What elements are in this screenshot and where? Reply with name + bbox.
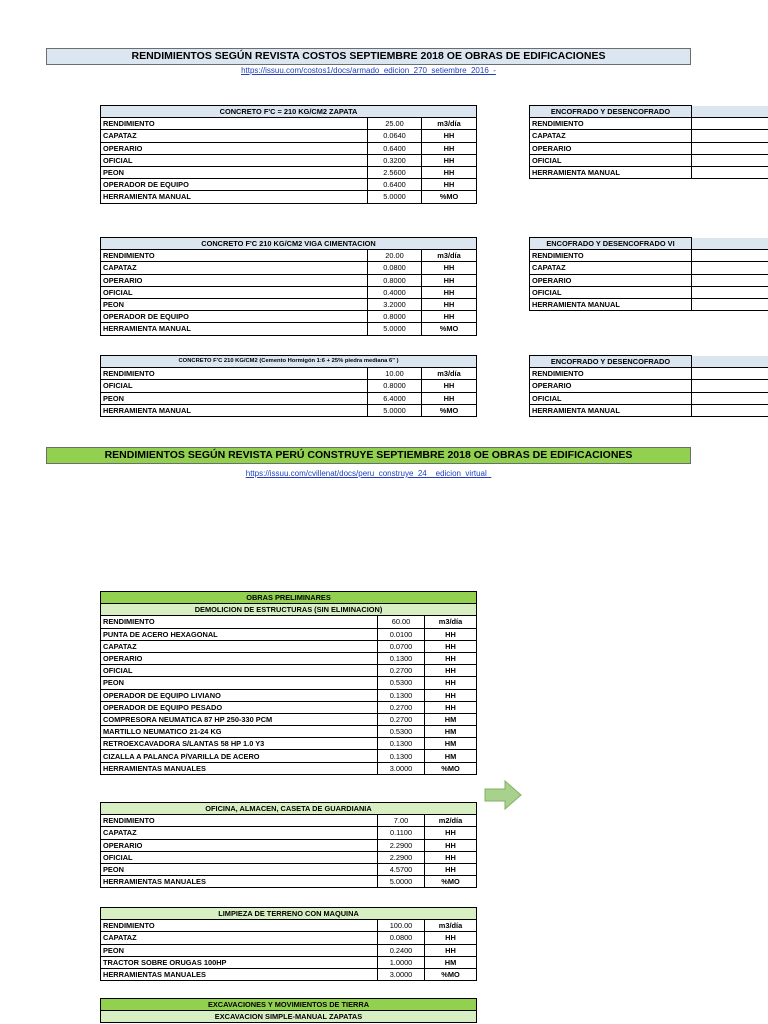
row-value: 5.0000 [368,323,422,335]
table-row [101,944,477,956]
row-unit: %MO [425,968,477,980]
row-unit: m3/día [425,616,477,628]
row-unit: HH [425,827,477,839]
row-value: 7.00 [378,815,425,827]
row-value: 0.2700 [378,701,425,713]
row-label: HERRAMIENTA MANUAL [101,323,368,335]
table-row [530,298,768,310]
row-value [692,274,768,286]
table-row [101,677,477,689]
row-unit: HH [422,274,477,286]
row-label: OPERADOR DE EQUIPO [101,311,368,323]
row-value: 0.0800 [378,932,425,944]
table-encofrado-2 [529,237,768,311]
table-row [530,274,768,286]
row-label: PUNTA DE ACERO HEXAGONAL [101,628,378,640]
table-row [101,323,477,335]
row-unit: m2/día [425,815,477,827]
row-value: 0.8000 [368,274,422,286]
row-label: CAPATAZ [530,130,692,142]
row-label: OPERARIO [530,380,692,392]
row-label: TRACTOR SOBRE ORUGAS 100HP [101,956,378,968]
row-label: RENDIMIENTO [530,250,692,262]
row-label: RENDIMIENTO [101,815,378,827]
row-value [692,250,768,262]
row-label: CAPATAZ [530,262,692,274]
row-label: RENDIMIENTO [101,616,378,628]
table-row [101,726,477,738]
right-arrow-icon [484,780,522,810]
row-value: 25.00 [368,118,422,130]
table-row [101,876,477,888]
row-label: HERRAMIENTAS MANUALES [101,876,378,888]
table-row [101,652,477,664]
row-value [692,130,768,142]
row-value [692,392,768,404]
row-label: RENDIMIENTO [530,368,692,380]
banner-costos-link[interactable]: https://issuu.com/costos1/docs/armado_edicion_270_setiembre_2016_- [241,66,496,75]
row-label: OPERADOR DE EQUIPO PESADO [101,701,378,713]
row-value [692,142,768,154]
row-label: PEON [101,863,378,875]
table-title: LIMPIEZA DE TERRENO CON MAQUINA [101,908,477,920]
table-row [101,118,477,130]
table-excavaciones [100,998,477,1023]
table-row [101,863,477,875]
row-value [692,368,768,380]
row-label: PEON [101,166,368,178]
row-value [692,154,768,166]
table-concreto-hormigon [100,355,477,417]
row-label: CAPATAZ [101,827,378,839]
table-row [101,920,477,932]
table-row [101,311,477,323]
row-value: 3.0000 [378,968,425,980]
row-unit: HH [422,298,477,310]
row-unit: HM [425,713,477,725]
table-row [101,142,477,154]
table-row [530,392,768,404]
row-label: PEON [101,677,378,689]
table-row [101,701,477,713]
table-concreto-viga [100,237,477,336]
row-value: 2.2900 [378,839,425,851]
row-unit: HM [425,726,477,738]
table-title: DEMOLICION DE ESTRUCTURAS (SIN ELIMINACION) [101,604,477,616]
row-unit: HM [425,750,477,762]
row-value: 20.00 [368,250,422,262]
table-row [101,738,477,750]
row-label: OPERARIO [530,142,692,154]
table-encofrado-3 [529,355,768,417]
table-row [101,640,477,652]
row-value [692,380,768,392]
row-value: 0.8000 [368,380,422,392]
table-row [101,154,477,166]
table-title: OFICINA, ALMACEN, CASETA DE GUARDIANIA [101,803,477,815]
row-label: RENDIMIENTO [101,368,368,380]
table-row [101,689,477,701]
table-row [530,250,768,262]
row-value: 0.0800 [368,262,422,274]
table-row [101,404,477,416]
row-label: PEON [101,298,368,310]
row-value: 3.0000 [378,762,425,774]
row-label: OFICIAL [530,154,692,166]
table-row [101,274,477,286]
table-row [101,750,477,762]
row-label: HERRAMIENTA MANUAL [101,191,368,203]
row-value: 0.8000 [368,311,422,323]
row-value: 0.1100 [378,827,425,839]
row-value: 0.3200 [368,154,422,166]
row-label: PEON [101,392,368,404]
row-label: OPERARIO [101,142,368,154]
row-unit: HH [425,640,477,652]
row-unit: HH [425,665,477,677]
row-label: OPERARIO [530,274,692,286]
row-unit: HH [425,652,477,664]
row-value: 0.1300 [378,750,425,762]
table-row [530,142,768,154]
table-row [101,250,477,262]
table-title: ENCOFRADO Y DESENCOFRADO VI [530,238,692,250]
row-value [692,166,768,178]
row-value: 60.00 [378,616,425,628]
table-demolicion [100,591,477,775]
row-value: 2.5600 [368,166,422,178]
row-unit: HH [425,932,477,944]
section-title: EXCAVACIONES Y MOVIMIENTOS DE TIERRA [101,999,477,1011]
table-row [530,118,768,130]
table-row [101,956,477,968]
row-unit: HH [422,286,477,298]
row-unit: HH [425,701,477,713]
row-label: RENDIMIENTO [530,118,692,130]
row-label: OFICIAL [101,380,368,392]
row-label: RENDIMIENTO [101,920,378,932]
table-row [101,179,477,191]
row-value: 0.0100 [378,628,425,640]
row-label: CIZALLA A PALANCA P/VARILLA DE ACERO [101,750,378,762]
row-label: HERRAMIENTAS MANUALES [101,762,378,774]
row-unit: HH [425,863,477,875]
row-unit: HH [425,851,477,863]
table-row [101,616,477,628]
table-row [530,130,768,142]
row-unit: HH [425,677,477,689]
row-unit: HH [422,311,477,323]
row-unit: HH [422,154,477,166]
table-title: ENCOFRADO Y DESENCOFRADO [530,356,692,368]
row-label: OPERADOR DE EQUIPO [101,179,368,191]
row-unit: HH [425,689,477,701]
row-unit: HH [422,130,477,142]
row-value: 0.1300 [378,652,425,664]
table-row [101,392,477,404]
row-value: 5.0000 [368,404,422,416]
row-value: 0.1300 [378,738,425,750]
row-label: OFICIAL [530,392,692,404]
table-oficina-almacen [100,802,477,888]
row-label: OFICIAL [101,851,378,863]
row-label: PEON [101,944,378,956]
row-label: OPERARIO [101,274,368,286]
row-label: RETROEXCAVADORA S/LANTAS 58 HP 1.0 Y3 [101,738,378,750]
table-encofrado-1 [529,105,768,179]
row-unit: HH [422,392,477,404]
row-unit: %MO [422,404,477,416]
section-title: OBRAS PRELIMINARES [101,592,477,604]
row-value: 4.5700 [378,863,425,875]
row-label: HERRAMIENTA MANUAL [530,166,692,178]
table-row [101,839,477,851]
row-value: 0.6400 [368,179,422,191]
row-value [692,262,768,274]
row-value: 0.5300 [378,677,425,689]
row-unit: %MO [425,876,477,888]
row-label: CAPATAZ [101,640,378,652]
row-value: 10.00 [368,368,422,380]
banner-costos-title: RENDIMIENTOS SEGÚN REVISTA COSTOS SEPTIEMBRE 2018 OE OBRAS DE EDIFICACIONES [46,48,691,65]
table-row [530,286,768,298]
table-row [101,286,477,298]
row-unit: m3/día [422,368,477,380]
table-row [101,191,477,203]
row-value [692,118,768,130]
row-value: 2.2900 [378,851,425,863]
table-row [101,298,477,310]
row-value: 0.2700 [378,665,425,677]
row-unit: %MO [422,323,477,335]
row-value [692,298,768,310]
row-label: CAPATAZ [101,262,368,274]
row-value: 0.6400 [368,142,422,154]
table-title: EXCAVACION SIMPLE-MANUAL ZAPATAS [101,1011,477,1023]
row-unit: m3/día [422,118,477,130]
row-label: HERRAMIENTA MANUAL [530,404,692,416]
row-label: OPERADOR DE EQUIPO LIVIANO [101,689,378,701]
row-unit: HH [425,628,477,640]
table-row [101,968,477,980]
table-row [101,130,477,142]
table-row [101,762,477,774]
table-title: CONCRETO F'C 210 KG/CM2 VIGA CIMENTACION [101,238,477,250]
row-unit: HH [422,262,477,274]
row-label: OPERARIO [101,839,378,851]
row-label: HERRAMIENTAS MANUALES [101,968,378,980]
row-value: 0.0700 [378,640,425,652]
row-label: RENDIMIENTO [101,118,368,130]
row-value: 1.0000 [378,956,425,968]
table-row [101,628,477,640]
table-row [530,368,768,380]
table-row [101,166,477,178]
row-unit: %MO [422,191,477,203]
table-row [530,154,768,166]
row-unit: HH [425,839,477,851]
table-row [530,404,768,416]
row-value: 0.2700 [378,713,425,725]
row-unit: HM [425,956,477,968]
table-row [530,380,768,392]
table-concreto-zapata [100,105,477,204]
table-row [530,166,768,178]
table-row [101,815,477,827]
row-label: HERRAMIENTA MANUAL [101,404,368,416]
row-value: 0.2400 [378,944,425,956]
row-unit: m3/día [425,920,477,932]
row-value: 5.0000 [368,191,422,203]
row-label: CAPATAZ [101,932,378,944]
row-unit: HH [422,380,477,392]
row-unit: %MO [425,762,477,774]
table-row [101,368,477,380]
row-unit: m3/día [422,250,477,262]
row-value: 0.0640 [368,130,422,142]
table-title: ENCOFRADO Y DESENCOFRADO [530,106,692,118]
table-row [101,932,477,944]
row-label: HERRAMIENTA MANUAL [530,298,692,310]
row-label: MARTILLO NEUMATICO 21-24 KG [101,726,378,738]
banner-peru-construye-link[interactable]: https://issuu.com/cvillenat/docs/peru_construye_24__edicion_virtual_ [245,469,492,478]
table-row [101,380,477,392]
table-row [530,262,768,274]
table-row [101,827,477,839]
row-label: COMPRESORA NEUMATICA 87 HP 250-330 PCM [101,713,378,725]
table-row [101,713,477,725]
row-value: 100.00 [378,920,425,932]
row-value [692,286,768,298]
row-label: OFICIAL [101,286,368,298]
row-label: OFICIAL [530,286,692,298]
table-limpieza-terreno [100,907,477,981]
row-unit: HM [425,738,477,750]
row-unit: HH [422,166,477,178]
row-unit: HH [422,179,477,191]
table-row [101,262,477,274]
row-unit: HH [425,944,477,956]
row-label: OPERARIO [101,652,378,664]
table-row [101,665,477,677]
banner-peru-construye-title: RENDIMIENTOS SEGÚN REVISTA PERÚ CONSTRUYE SEPTIEMBRE 2018 OE OBRAS DE EDIFICACIONES [46,447,691,464]
row-label: OFICIAL [101,665,378,677]
row-label: RENDIMIENTO [101,250,368,262]
row-value: 0.5300 [378,726,425,738]
table-title: CONCRETO F'C = 210 KG/CM2 ZAPATA [101,106,477,118]
row-label: CAPATAZ [101,130,368,142]
row-unit: HH [422,142,477,154]
table-row [101,851,477,863]
row-value: 5.0000 [378,876,425,888]
row-value: 0.4000 [368,286,422,298]
table-title: CONCRETO F'C 210 KG/CM2 (Cemento Hormigón 1:6 + 25% piedra mediana 6" ) [101,356,477,368]
row-value: 0.1300 [378,689,425,701]
row-value: 6.4000 [368,392,422,404]
row-value [692,404,768,416]
row-label: OFICIAL [101,154,368,166]
row-value: 3.2000 [368,298,422,310]
